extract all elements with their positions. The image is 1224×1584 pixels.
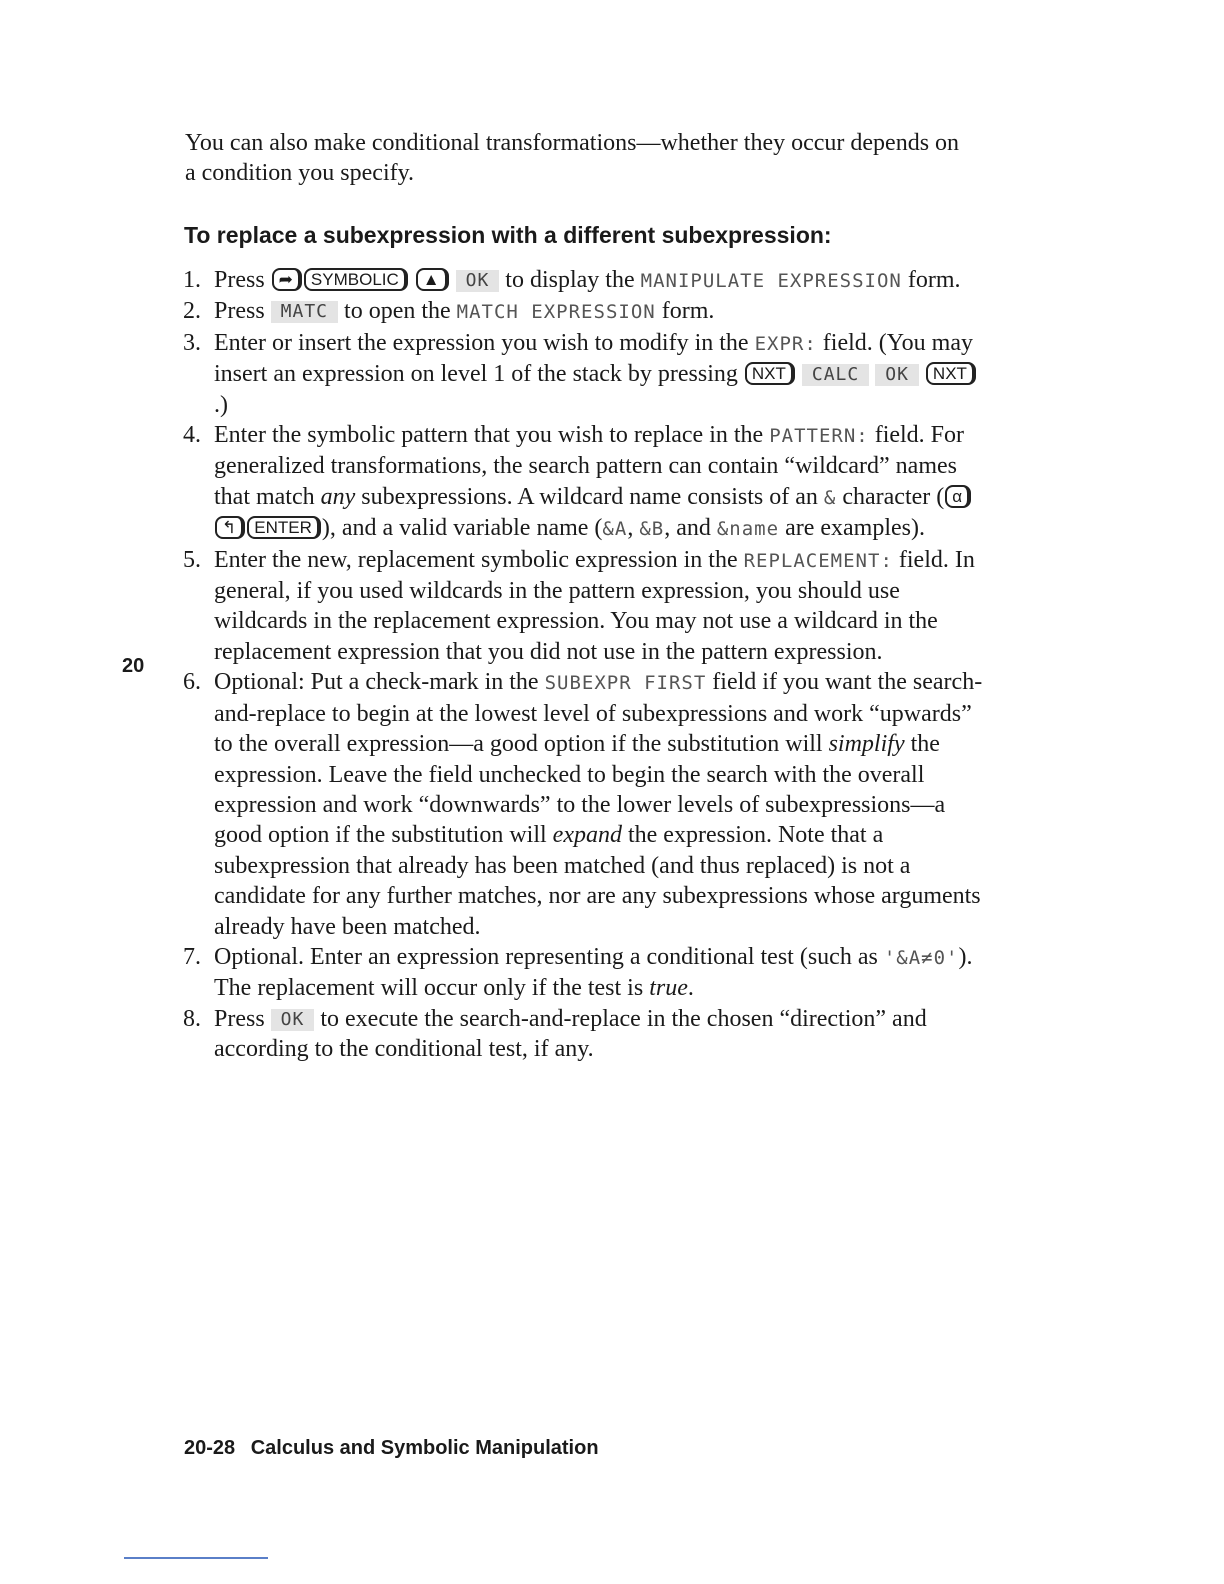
step-text: form. (907, 267, 961, 293)
step-number: 2. (183, 298, 201, 325)
up-arrow-key: ▲ (416, 268, 449, 291)
step-text: Enter the symbolic pattern that you wish to replace in the (214, 422, 764, 449)
step-number: 3. (183, 329, 201, 356)
wildcard-example: &name (716, 518, 780, 541)
chapter-tab: 20 (122, 655, 145, 677)
field-name: EXPR: (754, 332, 817, 355)
page-number: 20-28 (184, 1437, 236, 1459)
field-name: SUBEXPR FIRST (544, 672, 707, 695)
step-text: ). The replacement will occur only if the test is (214, 943, 973, 1002)
step-2 (183, 296, 983, 327)
step-text: to display the (505, 267, 635, 293)
step-text: field. (You may insert an expression on level 1 of the stack by pressing (214, 329, 974, 388)
matc-menu-key: MATC (271, 301, 338, 323)
condition-example: '&A≠0' (883, 946, 959, 969)
emphasis: any (320, 483, 356, 510)
step-text: Press (214, 267, 265, 293)
emphasis: simplify (828, 731, 905, 758)
step-number: 4. (183, 422, 201, 449)
step-text: . (687, 975, 694, 1002)
ok-menu-key: OK (456, 270, 500, 292)
form-name: MATCH EXPRESSION (456, 301, 656, 324)
step-number: 1. (183, 267, 201, 293)
step-text: are examples). (785, 515, 925, 542)
section-heading: To replace a subexpression with a different subexpression: (184, 222, 832, 248)
step-text: form. (661, 298, 715, 325)
calc-menu-key: CALC (802, 364, 869, 386)
step-text: field if you want the search-and-replace to begin at the lowest level of subexpressions and work “upwards” to the overall expression—a good option if the substitution will (214, 669, 983, 758)
step-text: ), and a valid variable name ( (321, 515, 603, 542)
step-text: subexpressions. A wildcard name consists of an (361, 483, 818, 510)
step-number: 6. (183, 669, 201, 696)
step-5 (183, 545, 983, 668)
field-name: PATTERN: (769, 425, 869, 448)
step-text: to execute the search-and-replace in the chosen “direction” and according to the conditional test, if any. (214, 1005, 927, 1063)
step-text: Optional. Enter an expression representing a conditional test (such as (214, 943, 878, 970)
emphasis: expand (552, 822, 622, 849)
wildcard-example: &A (602, 518, 628, 541)
enter-key: ENTER (247, 516, 321, 539)
step-6 (183, 667, 983, 942)
step-text: , (627, 515, 634, 542)
step-4 (183, 420, 983, 545)
right-shift-key: ➦ (272, 268, 302, 291)
step-text: , and (664, 515, 711, 542)
step-text: Enter the new, replacement symbolic expression in the (214, 546, 738, 573)
emphasis: true (649, 975, 688, 1002)
ok-menu-key: OK (271, 1009, 315, 1031)
left-shift-key: ↰ (215, 516, 245, 539)
step-number: 8. (183, 1005, 201, 1032)
nxt-key: NXT (745, 362, 795, 385)
step-text: field. In general, if you used wildcards in the pattern expression, you should use wildcards in the replacement expression. You may not use a wildcard in the replacement expression that you did not use in the pattern expression. (214, 546, 975, 665)
symbolic-key: SYMBOLIC (304, 268, 408, 291)
step-text: the expression. Leave the field unchecked to begin the search with the overall expression and work “downwards” to the lower levels of subexpressions—a good option if the substitution will (214, 731, 946, 849)
section-title: Calculus and Symbolic Manipulation (250, 1437, 599, 1459)
step-text: Press (214, 298, 265, 325)
divider (124, 1557, 268, 1559)
steps-list (183, 265, 983, 1065)
step-text: character ( (842, 483, 945, 510)
step-1 (183, 265, 983, 296)
page-footer (184, 1437, 599, 1460)
step-number: 5. (183, 546, 201, 573)
form-name: MANIPULATE EXPRESSION (640, 270, 902, 292)
step-8 (183, 1004, 983, 1065)
wildcard-example: &B (639, 518, 665, 541)
step-text: Press (214, 1005, 265, 1032)
step-text: the expression. Note that a subexpression that already has been matched (and thus replaced) is not a candidate for any further matches, nor are any subexpressions whose arguments already have been matched. (214, 822, 981, 940)
step-text: .) (214, 391, 228, 418)
step-3 (183, 328, 983, 420)
ampersand-char: & (823, 486, 837, 509)
step-number: 7. (183, 943, 201, 970)
step-text: field. For generalized transformations, the search pattern can contain “wildcard” names that match (214, 422, 965, 510)
ok-menu-key: OK (875, 364, 919, 386)
step-text: Enter or insert the expression you wish to modify in the (214, 329, 749, 356)
step-text: to open the (344, 298, 451, 325)
field-name: REPLACEMENT: (743, 549, 893, 572)
step-7 (183, 942, 983, 1004)
alpha-key: α (945, 485, 971, 508)
step-text: Optional: Put a check-mark in the (214, 669, 539, 696)
intro-paragraph: You can also make conditional transformations—whether they occur depends on a condition you specify. (185, 130, 960, 186)
nxt-key: NXT (926, 362, 976, 385)
